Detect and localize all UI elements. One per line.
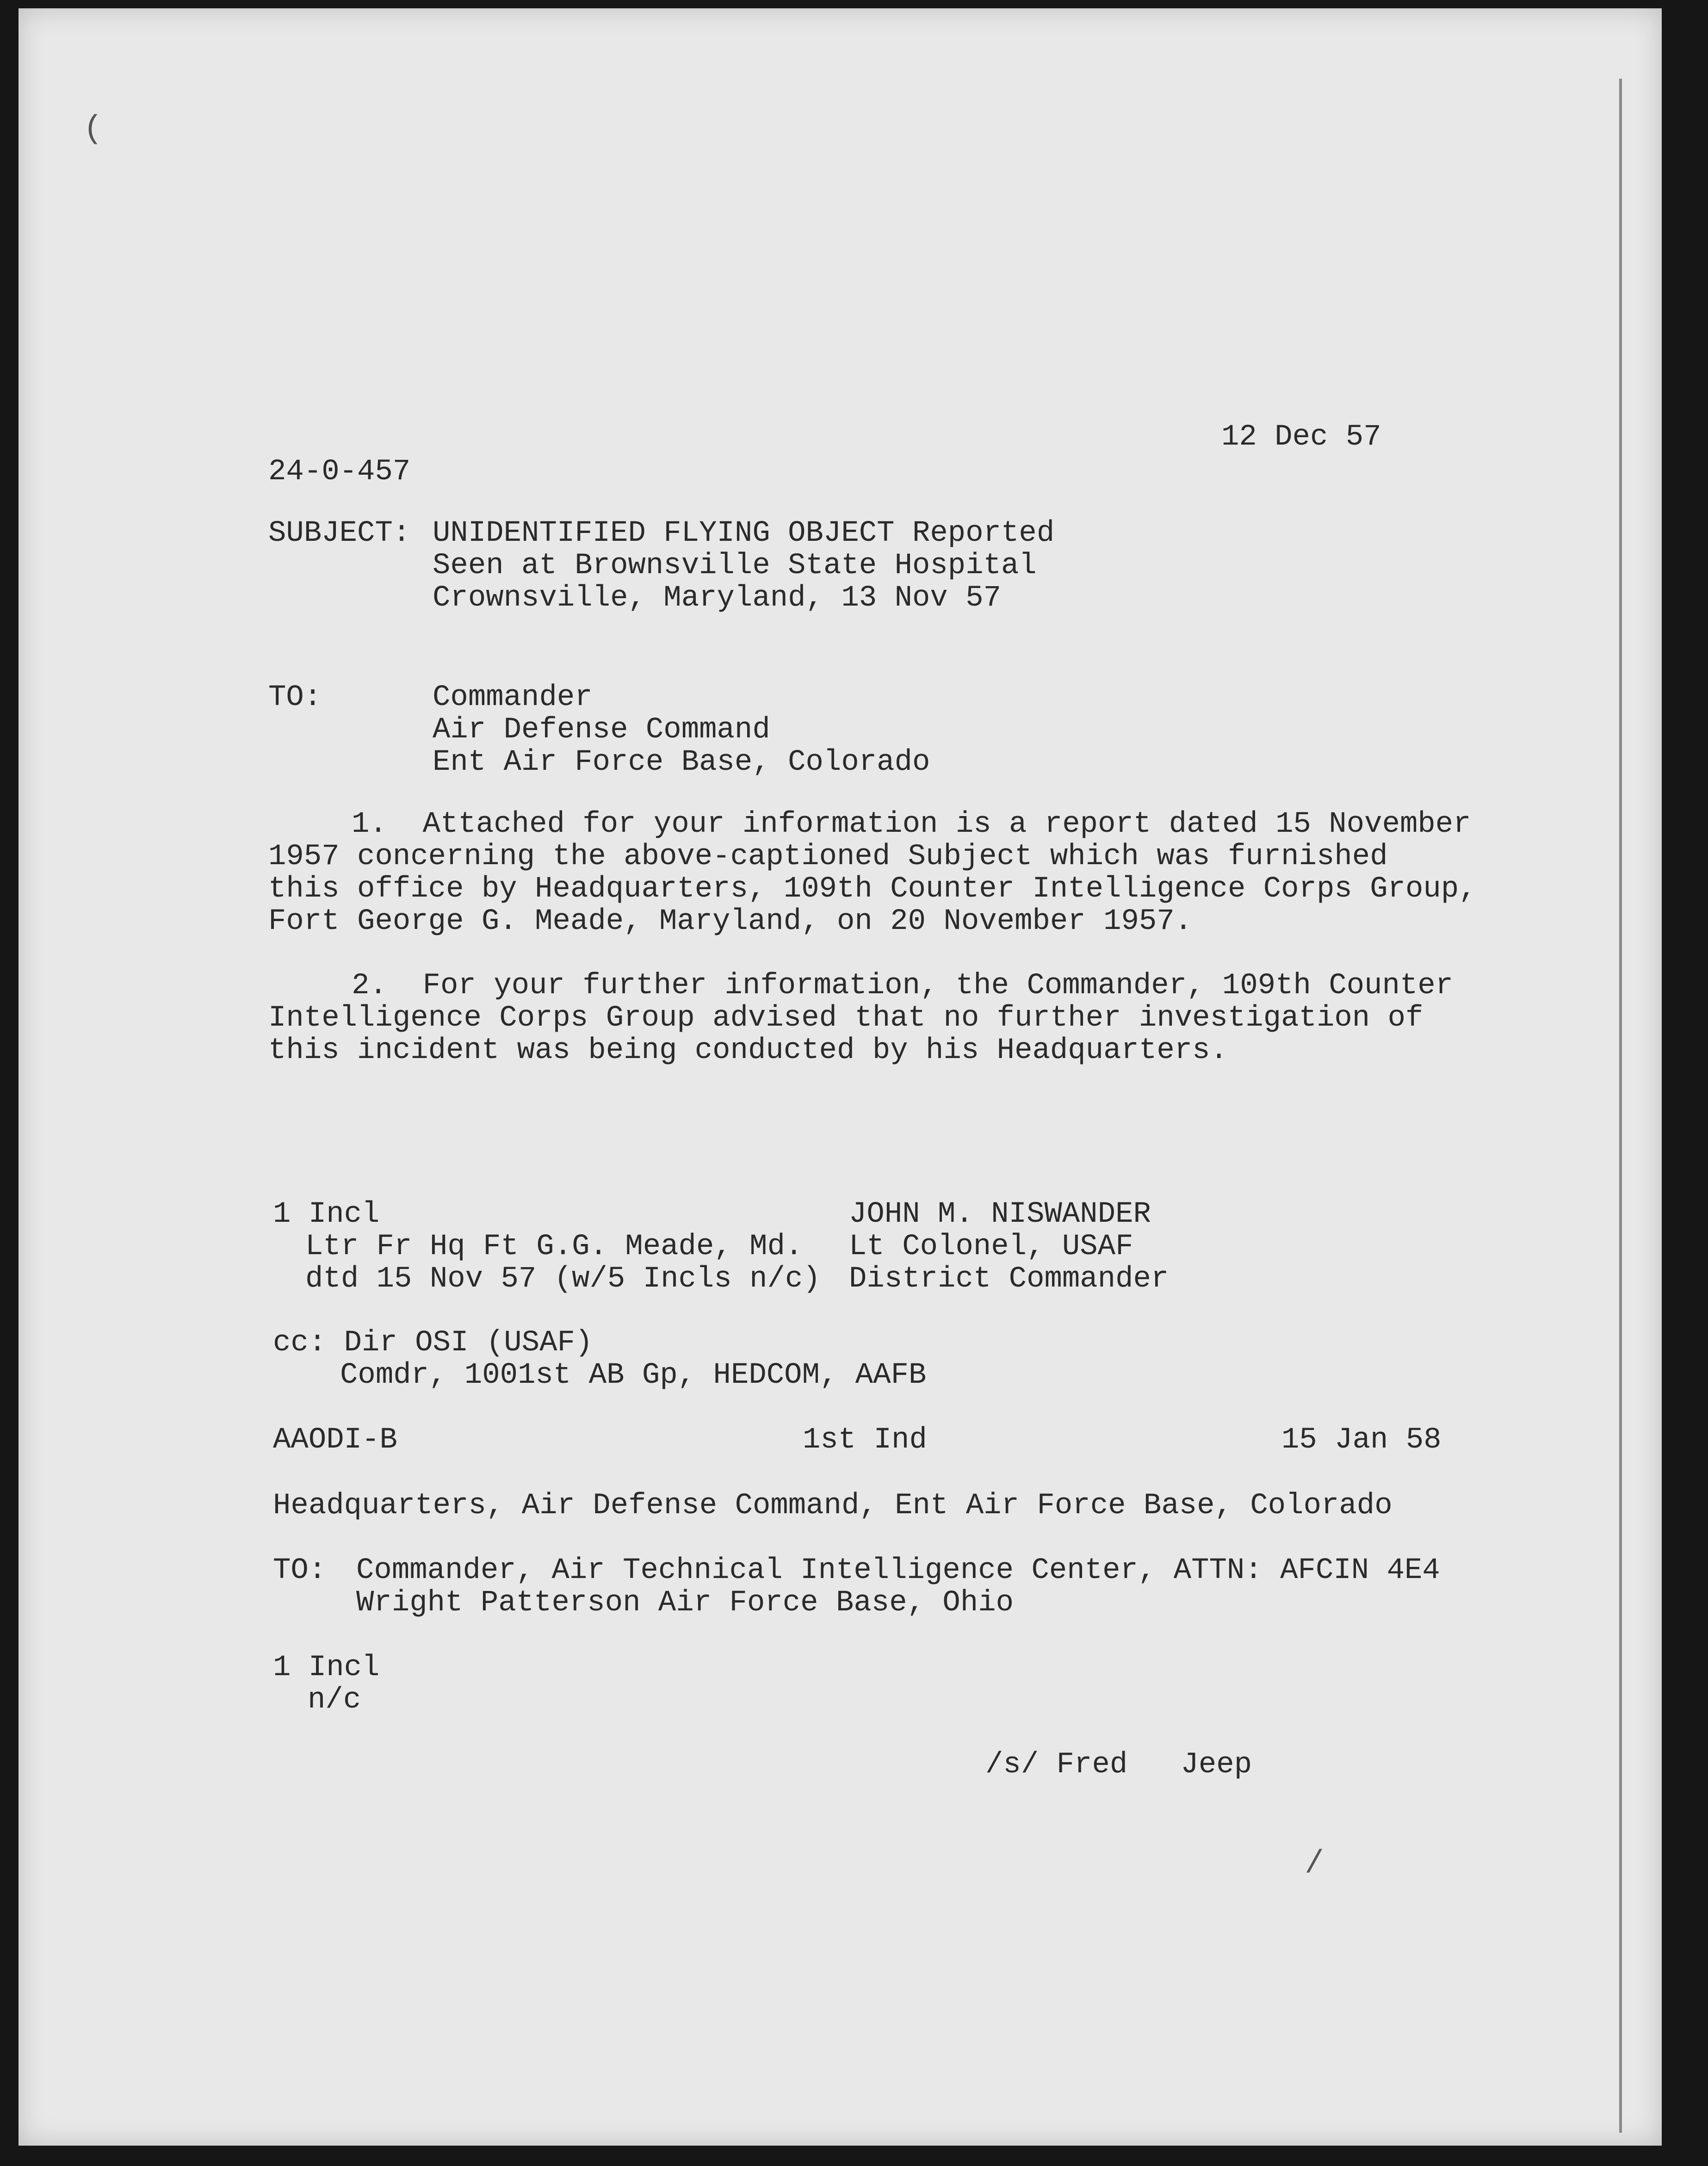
stray-mark: / [1305, 1846, 1324, 1882]
indorsement-addressee-line: Wright Patterson Air Force Base, Ohio [356, 1586, 1014, 1620]
cc-line: cc: Dir OSI (USAF) [273, 1326, 593, 1360]
signature-rank: Lt Colonel, USAF [849, 1230, 1133, 1263]
page-edge-shadow [1619, 79, 1622, 2133]
indorsement-code: AAODI-B [273, 1423, 397, 1457]
paragraph-1-line: Fort George G. Meade, Maryland, on 20 November 1957. [268, 905, 1193, 938]
indorsement-title: 1st Ind [803, 1423, 927, 1457]
stray-mark: ( [83, 111, 103, 148]
addressee-line: Air Defense Command [433, 713, 770, 747]
cc-line: Comdr, 1001st AB Gp, HEDCOM, AAFB [340, 1359, 927, 1392]
subject-line: Seen at Brownsville State Hospital [433, 549, 1037, 582]
addressee-line: Commander [433, 681, 593, 714]
letter-date: 12 Dec 57 [1221, 421, 1381, 454]
indorsement-to-label: TO: [273, 1554, 327, 1587]
inclosure-line: Ltr Fr Hq Ft G.G. Meade, Md. [305, 1230, 803, 1263]
indorsement-from: Headquarters, Air Defense Command, Ent Air Force Base, Colorado [273, 1489, 1392, 1522]
paragraph-2-line: this incident was being conducted by his Headquarters. [268, 1034, 1228, 1067]
subject-line: Crownsville, Maryland, 13 Nov 57 [433, 582, 1001, 615]
inclosure-line: dtd 15 Nov 57 (w/5 Incls n/c) [305, 1262, 821, 1296]
indorsement-inclosure-line: n/c [308, 1683, 361, 1717]
addressee-line: Ent Air Force Base, Colorado [433, 746, 930, 779]
indorsement-addressee-line: Commander, Air Technical Intelligence Center, ATTN: AFCIN 4E4 [356, 1554, 1440, 1587]
subject-line: UNIDENTIFIED FLYING OBJECT Reported [433, 517, 1055, 550]
subject-label: SUBJECT: [268, 517, 411, 550]
signature-name: JOHN M. NISWANDER [849, 1198, 1151, 1231]
indorsement-signature: /s/ Fred Jeep [985, 1748, 1252, 1782]
to-label: TO: [268, 681, 322, 714]
paragraph-2-line: Intelligence Corps Group advised that no further investigation of [268, 1002, 1423, 1035]
paragraph-2-line: 2. For your further information, the Commander, 109th Counter [352, 969, 1454, 1003]
indorsement-inclosure-line: 1 Incl [273, 1651, 380, 1684]
inclosure-line: 1 Incl [273, 1198, 380, 1231]
paragraph-1-line: 1957 concerning the above-captioned Subject which was furnished [268, 840, 1388, 873]
paragraph-1-line: 1. Attached for your information is a report dated 15 November [352, 808, 1471, 841]
indorsement-date: 15 Jan 58 [1281, 1423, 1442, 1457]
file-number: 24-0-457 [268, 455, 411, 489]
paragraph-1-line: this office by Headquarters, 109th Counter Intelligence Corps Group, [268, 873, 1477, 906]
signature-title: District Commander [849, 1262, 1169, 1296]
document-page [19, 8, 1662, 2146]
